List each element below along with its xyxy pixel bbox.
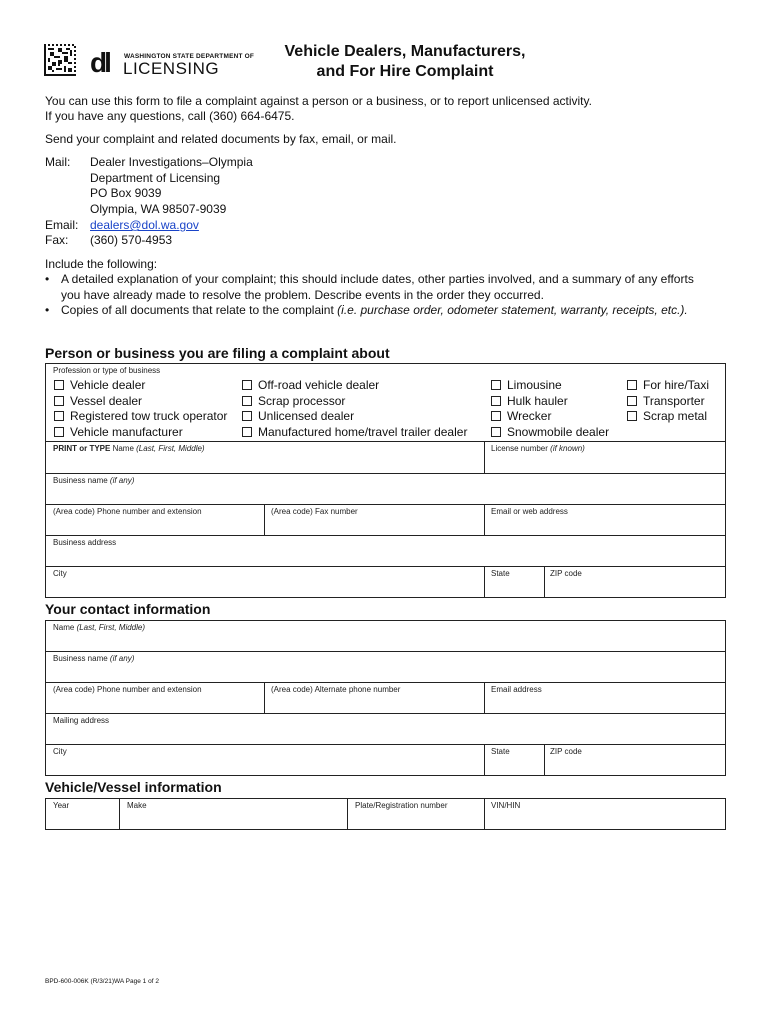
divider [45, 682, 726, 683]
checkbox[interactable] [627, 380, 637, 390]
option-off-road-dealer[interactable]: Off-road vehicle dealer [242, 378, 379, 393]
option-vehicle-dealer[interactable]: Vehicle dealer [54, 378, 145, 393]
email-link[interactable]: dealers@dol.wa.gov [90, 218, 199, 232]
divider [264, 682, 265, 713]
divider [45, 713, 726, 714]
contact-email-field-label[interactable]: Email address [491, 685, 542, 694]
section-title-business: Person or business you are filing a complaint about [45, 345, 390, 361]
option-unlicensed-dealer[interactable]: Unlicensed dealer [242, 409, 354, 424]
section-title-vehicle: Vehicle/Vessel information [45, 779, 222, 795]
name-field-label[interactable]: PRINT or TYPE Name (Last, First, Middle) [53, 444, 205, 453]
agency-logo [90, 47, 255, 78]
mail-line: Olympia, WA 98507-9039 [90, 202, 227, 216]
divider [45, 473, 726, 474]
year-field-label[interactable]: Year [53, 801, 70, 810]
checkbox[interactable] [54, 396, 64, 406]
mail-line: Dealer Investigations–Olympia [90, 155, 253, 169]
mail-line: Department of Licensing [90, 171, 221, 185]
plate-field-label[interactable]: Plate/Registration number [355, 801, 448, 810]
agency-name-large: LICENSING [123, 59, 220, 78]
email-label: Email: [45, 218, 79, 232]
option-vessel-dealer[interactable]: Vessel dealer [54, 394, 142, 409]
checkbox[interactable] [627, 396, 637, 406]
contact-business-field-label[interactable]: Business name (if any) [53, 654, 135, 663]
divider [484, 566, 485, 598]
contact-alt-phone-field-label[interactable]: (Area code) Alternate phone number [271, 685, 401, 694]
include-bullet-2: • Copies of all documents that relate to the complaint (i.e. purchase order, odometer statement, warranty, receipts, etc.). [45, 303, 688, 317]
mail-label: Mail: [45, 155, 71, 169]
checkbox[interactable] [54, 427, 64, 437]
web-address-field-label[interactable]: Email or web address [491, 507, 568, 516]
divider [45, 504, 726, 505]
checkbox[interactable] [491, 380, 501, 390]
fax-label: Fax: [45, 233, 69, 247]
checkbox[interactable] [491, 411, 501, 421]
option-limousine[interactable]: Limousine [491, 378, 562, 393]
divider [544, 566, 545, 598]
contact-phone-field-label[interactable]: (Area code) Phone number and extension [53, 685, 202, 694]
checkbox[interactable] [491, 427, 501, 437]
divider [347, 798, 348, 830]
option-snowmobile-dealer[interactable]: Snowmobile dealer [491, 425, 609, 440]
contact-state-field-label[interactable]: State [491, 747, 510, 756]
logo-mark: dl [90, 47, 109, 78]
make-field-label[interactable]: Make [127, 801, 147, 810]
divider [484, 504, 485, 535]
option-manufactured-home-dealer[interactable]: Manufactured home/travel trailer dealer [242, 425, 467, 440]
include-heading: Include the following: [45, 257, 158, 271]
include-bullet-1-cont: you have already made to resolve the problem. Describe events in the order they occurred. [61, 288, 544, 302]
contact-zip-field-label[interactable]: ZIP code [550, 747, 582, 756]
contact-address-field-label[interactable]: Mailing address [53, 716, 110, 725]
option-scrap-processor[interactable]: Scrap processor [242, 394, 345, 409]
divider [45, 744, 726, 745]
divider [484, 744, 485, 776]
qr-code-icon [44, 44, 76, 76]
mail-line: PO Box 9039 [90, 186, 162, 200]
contact-city-field-label[interactable]: City [53, 747, 67, 756]
profession-label: Profession or type of business [53, 366, 161, 375]
contact-name-field-label[interactable]: Name (Last, First, Middle) [53, 623, 146, 632]
option-wrecker[interactable]: Wrecker [491, 409, 551, 424]
intro-line-2: If you have any questions, call (360) 664-6475. [45, 109, 295, 123]
divider [544, 744, 545, 776]
section-title-contact: Your contact information [45, 601, 211, 617]
checkbox[interactable] [242, 396, 252, 406]
option-vehicle-manufacturer[interactable]: Vehicle manufacturer [54, 425, 183, 440]
option-for-hire-taxi[interactable]: For hire/Taxi [627, 378, 709, 393]
checkbox[interactable] [54, 411, 64, 421]
option-hulk-hauler[interactable]: Hulk hauler [491, 394, 568, 409]
divider [45, 535, 726, 536]
checkbox[interactable] [54, 380, 64, 390]
include-bullet-1: • A detailed explanation of your complaint; this should include dates, other parties involved, and a summary of any efforts [45, 272, 694, 286]
divider [484, 441, 485, 473]
checkbox[interactable] [491, 396, 501, 406]
divider [119, 798, 120, 830]
fax-field-label[interactable]: (Area code) Fax number [271, 507, 358, 516]
business-form-box [45, 363, 726, 598]
city-field-label[interactable]: City [53, 569, 67, 578]
vin-field-label[interactable]: VIN/HIN [491, 801, 521, 810]
checkbox[interactable] [242, 380, 252, 390]
contact-form-box [45, 620, 726, 776]
divider [264, 504, 265, 535]
business-name-field-label[interactable]: Business name (if any) [53, 476, 135, 485]
send-instructions: Send your complaint and related documents by fax, email, or mail. [45, 132, 397, 146]
option-transporter[interactable]: Transporter [627, 394, 705, 409]
divider [45, 566, 726, 567]
state-field-label[interactable]: State [491, 569, 510, 578]
zip-field-label[interactable]: ZIP code [550, 569, 582, 578]
divider [45, 441, 726, 442]
checkbox[interactable] [627, 411, 637, 421]
agency-name-small: WASHINGTON STATE DEPARTMENT OF [124, 53, 255, 60]
option-scrap-metal[interactable]: Scrap metal [627, 409, 707, 424]
divider [45, 651, 726, 652]
form-title: Vehicle Dealers, Manufacturers, and For Hire Complaint [284, 43, 526, 80]
option-tow-truck-operator[interactable]: Registered tow truck operator [54, 409, 227, 424]
divider [484, 682, 485, 713]
intro-line-1: You can use this form to file a complaint against a person or a business, or to report unlicensed activity. [45, 94, 592, 108]
checkbox[interactable] [242, 411, 252, 421]
form-footer: BPD-600-006K (R/3/21)WA Page 1 of 2 [45, 978, 159, 985]
license-field-label[interactable]: License number (if known) [491, 444, 585, 453]
divider [484, 798, 485, 830]
checkbox[interactable] [242, 427, 252, 437]
business-address-field-label[interactable]: Business address [53, 538, 117, 547]
fax-number: (360) 570-4953 [90, 233, 173, 247]
phone-field-label[interactable]: (Area code) Phone number and extension [53, 507, 202, 516]
